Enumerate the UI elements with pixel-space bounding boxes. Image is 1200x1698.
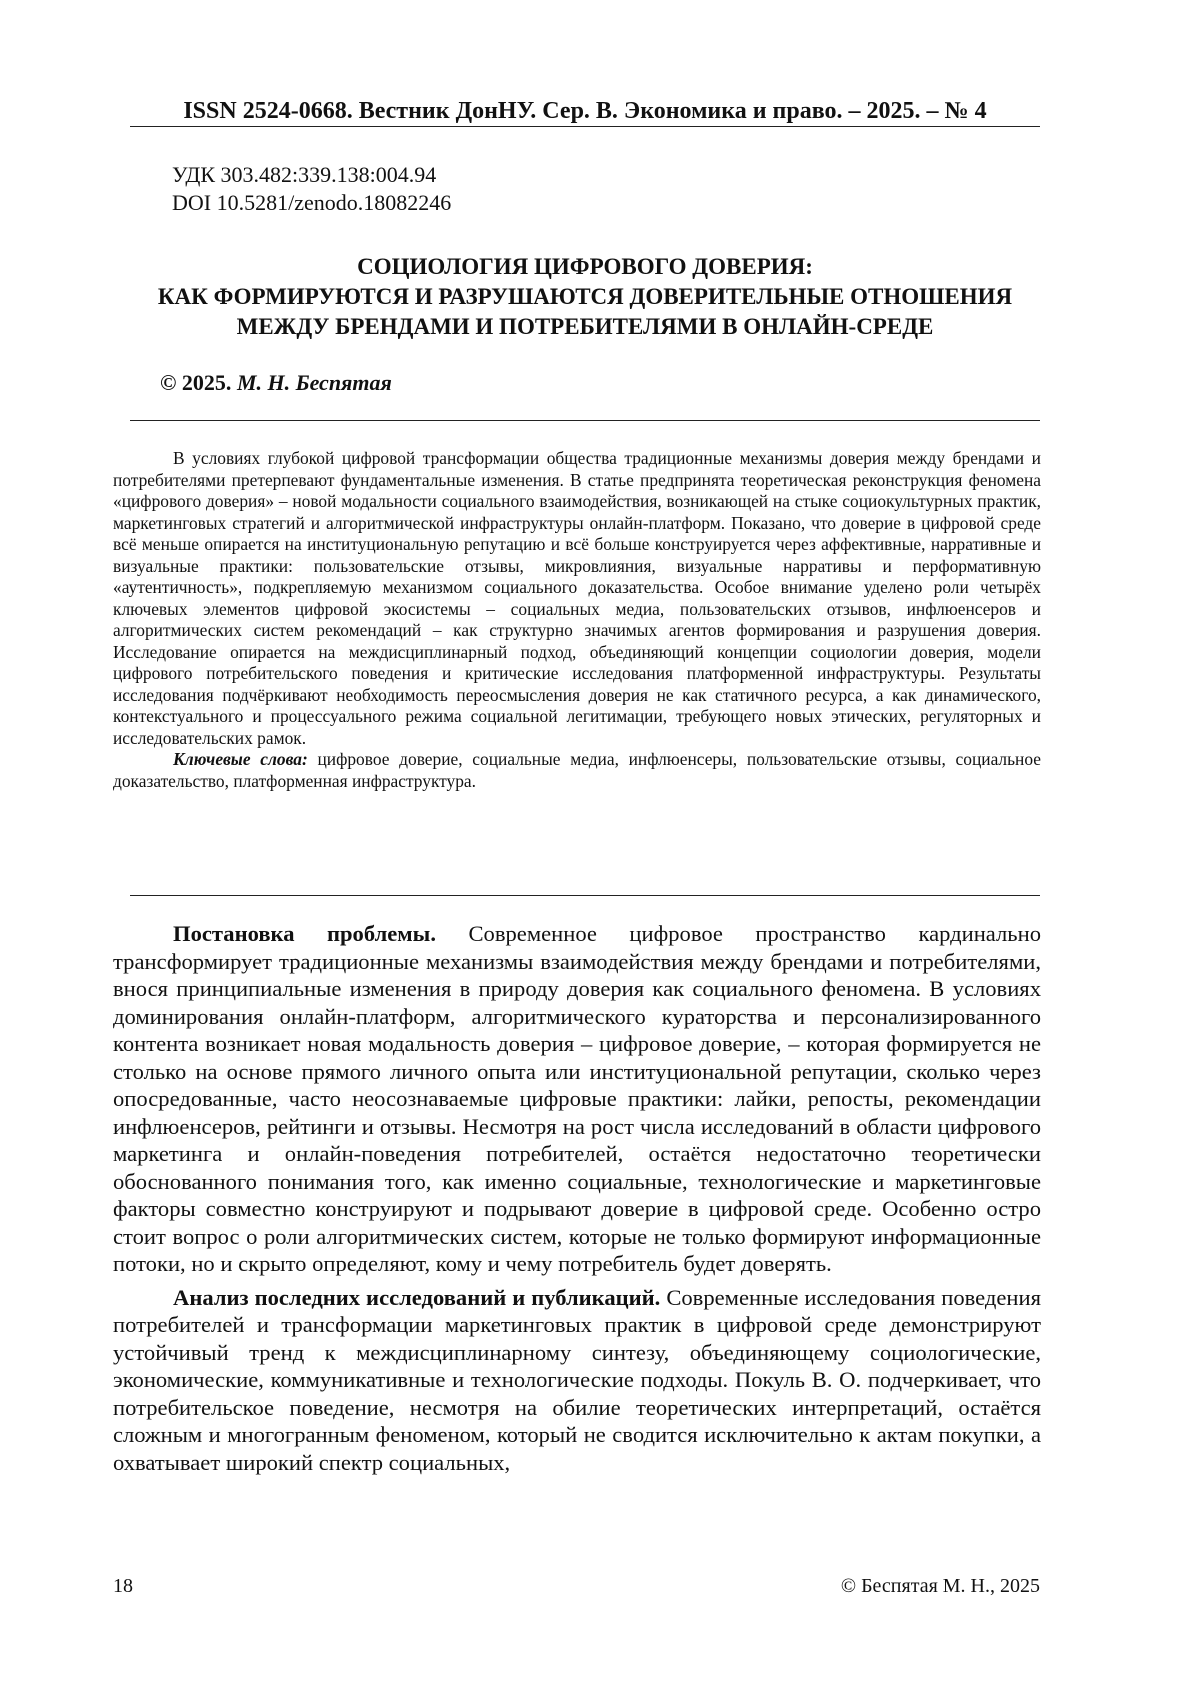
section-text: Современные исследования поведения потребителей и трансформации маркетинговых практик в цифровой среде демонстрируют устойчивый тренд к междисциплинарному синтезу, объединяющему социологические, экономические, коммуникативные и технологические подходы. Покуль В. О. подчеркивает, что потребительское поведение, несмотря на обилие теоретических интерпретаций, остаётся сложным и многогранным феноменом, который не сводится исключительно к актам покупки, а охватывает широкий спектр социальных, — [113, 1284, 1041, 1475]
footer-copyright: © Беспятая М. Н., 2025 — [840, 1575, 1040, 1597]
abstract-bottom-rule — [130, 895, 1040, 896]
abstract — [113, 448, 1041, 792]
title-line-3: МЕЖДУ БРЕНДАМИ И ПОТРЕБИТЕЛЯМИ В ОНЛАЙН-СРЕДЕ — [236, 314, 934, 339]
keywords-list: цифровое доверие, социальные медиа, инфлюенсеры, пользовательские отзывы, социальное доказательство, платформенная инфраструктура. — [113, 749, 1041, 791]
section-literature — [113, 1284, 1041, 1477]
author-copyright: © 2025. — [160, 370, 232, 395]
title-line-1: СОЦИОЛОГИЯ ЦИФРОВОГО ДОВЕРИЯ: — [357, 254, 813, 279]
section-text: Современное цифровое пространство кардинально трансформирует традиционные механизмы взаимодействия между брендами и потребителями, внося принципиальные изменения в природу доверия как социального феномена. В условиях доминирования онлайн-платформ, алгоритмического кураторства и персонализированного контента возникает новая модальность доверия – цифровое доверие, – которая формируется не столько на основе прямого личного опыта или институциональной репутации, сколько через опосредованные, часто неосознаваемые цифровые практики: лайки, репосты, рекомендации инфлюенсеров, рейтинги и отзывы. Несмотря на рост числа исследований в области цифрового маркетинга и онлайн-поведения потребителей, остаётся недостаточно теоретически обоснованного понимания того, как именно социальные, технологические и маркетинговые факторы совместно конструируют и подрывают доверие в цифровой среде. Особенно остро стоит вопрос о роли алгоритмических систем, которые не только формируют информационные потоки, но и скрыто определяют, кому и чему потребитель будет доверять. — [113, 921, 1041, 1276]
section-problem — [113, 920, 1041, 1278]
section-heading: Анализ последних исследований и публикаций. — [173, 1284, 661, 1310]
article-title — [110, 252, 1060, 342]
doi-code: DOI 10.5281/zenodo.18082246 — [172, 190, 452, 215]
header-rule — [130, 126, 1040, 127]
abstract-text: В условиях глубокой цифровой трансформации общества традиционные механизмы доверия между брендами и потребителями претерпевают фундаментальные изменения. В статье предпринята теоретическая реконструкция феномена «цифрового доверия» – новой модальности социального взаимодействия, возникающей на стыке социокультурных практик, маркетинговых стратегий и алгоритмической инфраструктуры онлайн-платформ. Показано, что доверие в цифровой среде всё меньше опирается на институциональную репутацию и всё больше конструируется через аффективные, нарративные и визуальные практики: пользовательские отзывы, микровлияния, визуальные нарративы и перформативную «аутентичность», подкрепляемую механизмом социального доказательства. Особое внимание уделено роли четырёх ключевых элементов цифровой экосистемы – социальных медиа, пользовательских отзывов, инфлюенсеров и алгоритмических систем рекомендаций – как структурно значимых агентов формирования и разрушения доверия. Исследование опирается на междисциплинарный подход, объединяющий концепции социологии доверия, модели цифрового потребительского поведения и критические исследования платформенной инфраструктуры. Результаты исследования подчёркивают необходимость переосмысления доверия не как статичного ресурса, а как динамического, контекстуального и процессуального режима социальной легитимации, требующего новых этических, регуляторных и исследовательских рамок. — [113, 448, 1041, 748]
article-body — [113, 920, 1041, 1482]
udc-code: УДК 303.482:339.138:004.94 — [172, 162, 437, 187]
author-name: М. Н. Беспятая — [236, 370, 392, 395]
abstract-top-rule — [130, 420, 1040, 421]
author-line — [160, 369, 392, 397]
keywords-label: Ключевые слова: — [173, 749, 308, 769]
page-number: 18 — [113, 1575, 133, 1597]
section-heading: Постановка проблемы. — [173, 921, 436, 946]
journal-header: ISSN 2524-0668. Вестник ДонНУ. Сер. В. Экономика и право. – 2025. – № 4 — [183, 98, 987, 124]
title-line-2: КАК ФОРМИРУЮТСЯ И РАЗРУШАЮТСЯ ДОВЕРИТЕЛЬНЫЕ ОТНОШЕНИЯ — [157, 284, 1013, 309]
keywords — [113, 749, 1041, 792]
